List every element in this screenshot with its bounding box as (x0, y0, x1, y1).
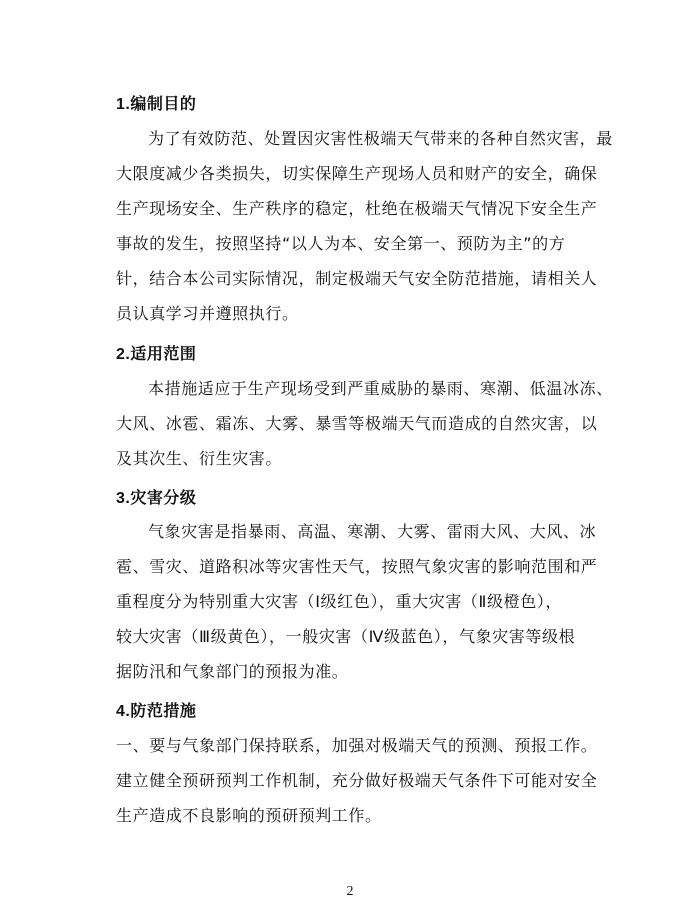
paragraph-line: 及其次生、衍生灾害。 (116, 449, 283, 468)
paragraph-line: 重程度分为特别重大灾害（Ⅰ级红色），重大灾害（Ⅱ级橙色）， (116, 592, 562, 611)
section-heading-scope: 2.适用范围 (116, 346, 197, 363)
paragraph-line: 针，结合本公司实际情况，制定极端天气安全防范措施，请相关人 (116, 269, 598, 288)
page-number: 2 (346, 884, 354, 899)
paragraph-line: 员认真学习并遵照执行。 (116, 304, 299, 323)
paragraph-line: 大限度减少各类损失，切实保障生产现场人员和财产的安全，确保 (116, 164, 598, 183)
section-heading-purpose: 1.编制目的 (116, 96, 197, 113)
paragraph-line: 本措施适应于生产现场受到严重威胁的暴雨、寒潮、低温冰冻、 (148, 379, 613, 398)
paragraph-line: 大风、冰雹、霜冻、大雾、暴雪等极端天气而造成的自然灾害，以 (116, 414, 598, 433)
paragraph-line: 生产现场安全、生产秩序的稳定，杜绝在极端天气情况下安全生产 (116, 199, 598, 218)
paragraph-line: 气象灾害是指暴雨、高温、寒潮、大雾、雷雨大风、大风、冰 (148, 522, 597, 541)
section-heading-grading: 3.灾害分级 (116, 490, 197, 507)
paragraph-line: 据防汛和气象部门的预报为准。 (116, 662, 349, 681)
paragraph-line: 事故的发生，按照坚持“以人为本、安全第一、预防为主”的方 (116, 234, 566, 253)
paragraph-line: 生产造成不良影响的预研预判工作。 (116, 806, 382, 825)
paragraph-line: 雹、雪灾、道路积冰等灾害性天气，按照气象灾害的影响范围和严 (116, 557, 598, 576)
paragraph-line: 建立健全预研预判工作机制，充分做好极端天气条件下可能对安全 (116, 771, 598, 790)
paragraph-line: 为了有效防范、处置因灾害性极端天气带来的各种自然灾害，最 (148, 129, 613, 148)
paragraph-line: 一、要与气象部门保持联系，加强对极端天气的预测、预报工作。 (116, 736, 598, 755)
paragraph-line: 较大灾害（Ⅲ级黄色），一般灾害（Ⅳ级蓝色），气象灾害等级根 (116, 627, 576, 646)
section-heading-measures: 4.防范措施 (116, 703, 197, 720)
